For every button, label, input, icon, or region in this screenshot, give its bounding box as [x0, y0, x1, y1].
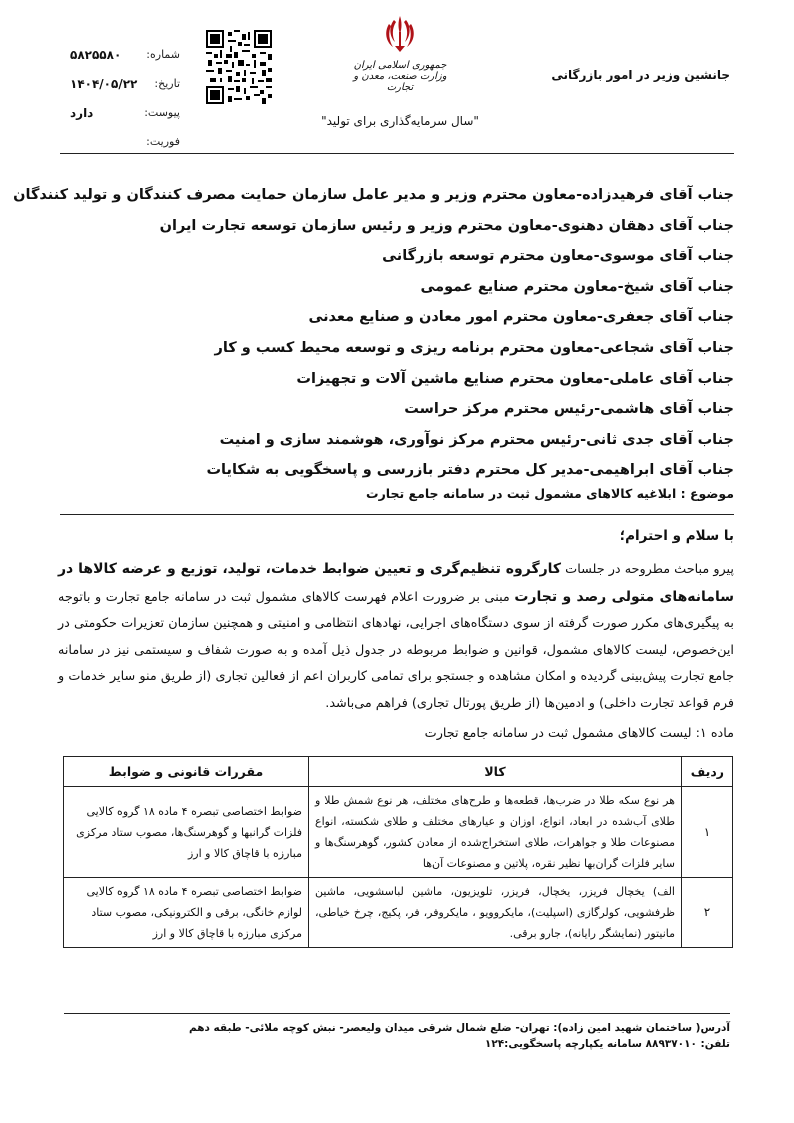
letter-meta	[70, 40, 180, 156]
recipient-list	[13, 180, 734, 486]
meta-number-value: ۵۸۲۵۵۸۰	[70, 47, 122, 62]
iran-emblem-icon	[383, 12, 417, 54]
recipient-item: جناب آقای شجاعی-معاون محترم برنامه ریزی و توسعه محیط کسب و کار	[214, 339, 734, 356]
qr-code-icon	[206, 30, 272, 104]
recipient-item: جناب آقای شیخ-معاون محترم صنایع عمومی	[420, 278, 734, 295]
letter-subject: موضوع : ابلاغیه کالاهای مشمول ثبت در سامانه جامع تجارت	[366, 486, 734, 501]
meta-attachment-label: پیوست:	[144, 106, 180, 119]
meta-number-row	[70, 40, 180, 69]
meta-date-value: ۱۴۰۴/۰۵/۲۲	[70, 76, 138, 91]
footer-divider	[64, 1013, 730, 1014]
goods-cell: هر نوع سکه طلا در ضرب‌ها، قطعه‌ها و طرح‌های مختلف، هر نوع شمش طلا و طلای آب‌شده در ابعاد، انواع، اوزان و عیارهای مختلف و طلای شکسته، انواع مصنوعات طلا و جواهرات، طلای استخراج‌شده از معادن کشور، گوهرسنگ‌ها و سایر فلزات گران‌بها نظیر نقره، پلاتین و مصنوعات آن‌ها	[309, 787, 682, 878]
rules-cell: ضوابط اختصاصی تبصره ۴ ماده ۱۸ گروه کالایی فلزات گرانبها و گوهرسنگ‌ها، مصوب ستاد مرکزی مبارزه با قاچاق کالا و ارز	[64, 787, 309, 878]
recipient-item: جناب آقای هاشمی-رئیس محترم مرکز حراست	[404, 401, 734, 418]
goods-cell: الف) یخچال فریزر، یخچال، فریزر، تلویزیون، ماشین لباسشویی، ماشین ظرفشویی، کولرگازی (اسپلیت)، مایکروویو ، مایکروفر، فر، پکیج، چرخ خیاطی، مانیتور (نمایشگر رایانه)، جارو برقی.	[309, 878, 682, 948]
recipient-item: جناب آقای دهقان دهنوی-معاون محترم وزیر و رئیس سازمان توسعه تجارت ایران	[159, 217, 734, 234]
recipient-item: جناب آقای فرهیدزاده-معاون محترم وزیر و مدیر عامل سازمان حمایت مصرف کنندگان و تولید کنندگان	[13, 187, 734, 203]
footer-phone: تلفن: ۸۸۹۳۷۰۱۰ سامانه یکپارچه پاسخگویی:۱۲۴	[484, 1038, 730, 1050]
greeting: با سلام و احترام؛	[619, 528, 734, 544]
goods-table	[63, 756, 733, 948]
recipient-item: جناب آقای ابراهیمی-مدیر کل محترم دفتر بازرسی و پاسخگویی به شکایات	[206, 462, 734, 479]
article-title: ماده ۱: لیست کالاهای مشمول ثبت در سامانه جامع تجارت	[424, 726, 734, 741]
col-header-row-number: ردیف	[682, 757, 733, 787]
header-divider	[60, 153, 734, 154]
table-row	[64, 878, 733, 948]
ministry-line2: وزارت صنعت، معدن و تجارت	[353, 71, 447, 93]
row-number: ۲	[682, 878, 733, 948]
meta-attachment-row	[70, 98, 180, 127]
meta-date-label: تاریخ:	[154, 77, 180, 90]
meta-urgency-label: فوریت:	[146, 135, 180, 148]
recipient-item: جناب آقای جدی ثانی-رئیس محترم مرکز نوآوری، هوشمند سازی و امنیت	[219, 431, 734, 448]
footer	[189, 1020, 730, 1052]
letter-body	[58, 556, 734, 717]
table-row	[64, 787, 733, 878]
recipient-item: جناب آقای عاملی-معاون محترم صنایع ماشین آلات و تجهیزات	[296, 370, 734, 387]
rules-cell: ضوابط اختصاصی تبصره ۴ ماده ۱۸ گروه کالایی لوازم خانگی، برقی و الکترونیکی، مصوب ستاد مرکزی مبارزه با قاچاق کالا و ارز	[64, 878, 309, 948]
row-number: ۱	[682, 787, 733, 878]
body-main-text: مبنی بر ضرورت اعلام فهرست کالاهای مشمول ثبت در سامانه جامع تجارت و باتوجه به پیگیری‌های مکرر صورت گرفته از سوی دستگاه‌های اجرایی، نهادهای انتظامی و امنیتی و همچنین سازمان تعزیرات حکومتی در این‌خصوص، لیست کالاهای مشمول، قوانین و ضوابط مربوطه در جدول ذیل آمده و به صورت شفاف و سیستمی نیز در سامانه جامع تجارت پیش‌بینی گردیده و امکان مشاهده و جستجو برای تمامی کاربران اعم از فعالین تجاری (از طریق منو سایر خدمات و فرم قواعد تجارت داخلی) و ادمین‌ها (از طریق پورتال تجاری) فراهم می‌باشد.	[58, 589, 734, 711]
table-header-row	[64, 757, 733, 787]
col-header-rules: مقررات قانونی و ضوابط	[64, 757, 309, 787]
sender-title: جانشین وزیر در امور بازرگانی	[551, 68, 730, 82]
meta-attachment-value: دارد	[70, 105, 94, 120]
recipient-item: جناب آقای جعفری-معاون محترم امور معادن و صنایع معدنی	[308, 309, 734, 326]
meta-number-label: شماره:	[146, 48, 180, 61]
ministry-line1: جمهوری اسلامی ایران	[353, 60, 447, 71]
footer-address: آدرس( ساختمان شهید امین زاده): تهران- ضلع شمال شرقی میدان ولیعصر- نبش کوچه ملائی- طبقه دهم	[188, 1022, 730, 1034]
body-committee-name: کارگروه تنظیم‌گری و تعیین ضوابط خدمات، تولید، توزیع و عرضه کالاها در سامانه‌های متولی رصد و تجارت	[58, 561, 735, 605]
body-intro: پیرو مباحث مطروحه در جلسات	[561, 562, 734, 577]
subject-divider	[60, 514, 734, 515]
year-slogan: "سال سرمایه‌گذاری برای تولید"	[321, 114, 479, 128]
ministry-logo	[340, 12, 460, 93]
meta-urgency-row	[70, 127, 180, 156]
meta-date-row	[70, 69, 180, 98]
col-header-goods: کالا	[309, 757, 682, 787]
recipient-item: جناب آقای موسوی-معاون محترم توسعه بازرگانی	[382, 248, 734, 265]
